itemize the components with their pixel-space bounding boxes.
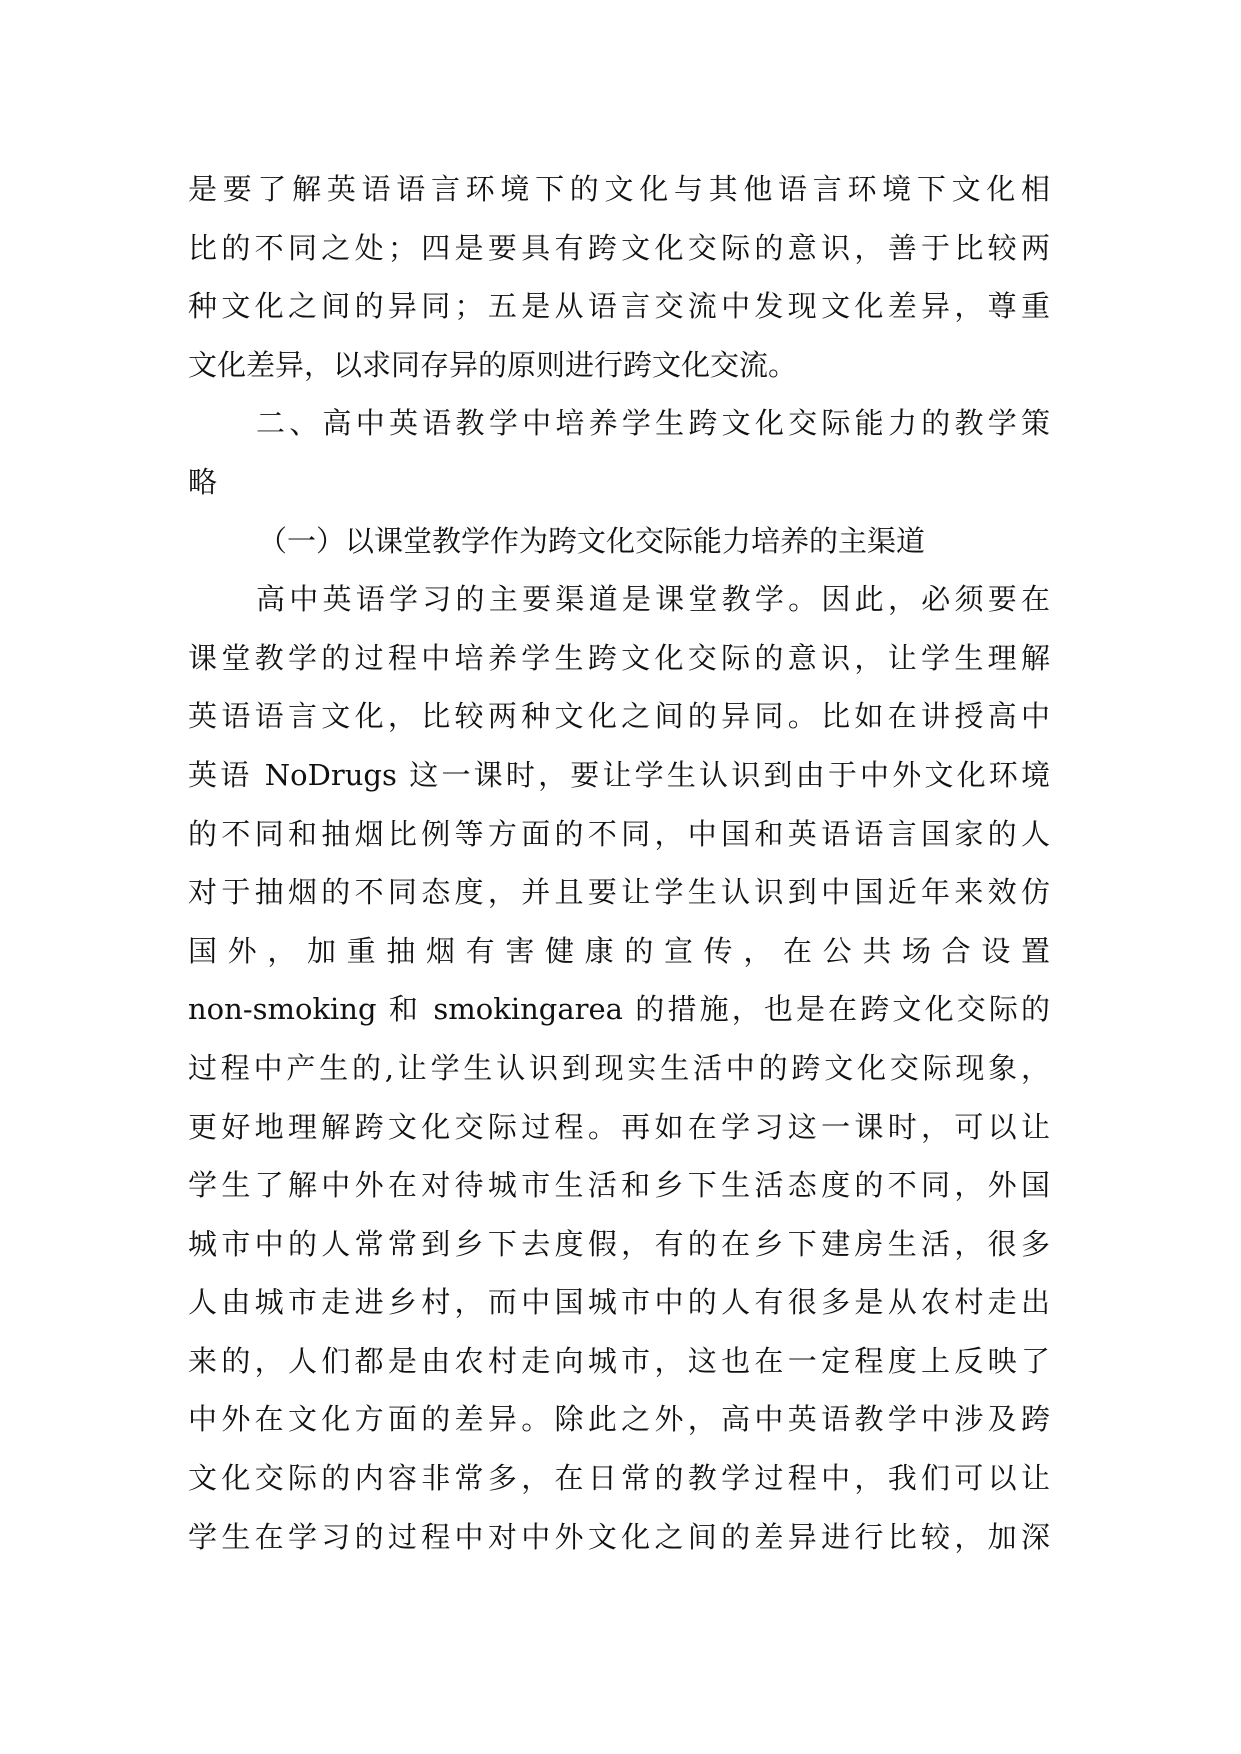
text-line: 高中英语学习的主要渠道是课堂教学。因此，必须要在 [256,582,1050,617]
subsection-heading: （一）以课堂教学作为跨文化交际能力培养的主渠道 [258,523,926,558]
text-line: 比的不同之处；四是要具有跨文化交际的意识，善于比较两 [188,230,1050,265]
text-line: 人由城市走进乡村，而中国城市中的人有很多是从农村走出 [188,1285,1050,1320]
section-heading-line: 略 [188,464,218,499]
text-line: 对于抽烟的不同态度，并且要让学生认识到中国近年来效仿 [188,875,1050,910]
text-line: non-smoking 和 smokingarea 的措施，也是在跨文化交际的 [188,992,1050,1027]
text-line: 的不同和抽烟比例等方面的不同，中国和英语语言国家的人 [188,816,1050,851]
text-line: 学生在学习的过程中对中外文化之间的差异进行比较，加深 [188,1519,1050,1554]
text-line: 文化交际的内容非常多，在日常的教学过程中，我们可以让 [188,1461,1050,1496]
text-line: 文化差异，以求同存异的原则进行跨文化交流。 [188,347,798,382]
text-line: 种文化之间的异同；五是从语言交流中发现文化差异，尊重 [188,289,1050,324]
text-line: 过程中产生的,让学生认识到现实生活中的跨文化交际现象， [188,1050,1050,1085]
body-text [188,160,1050,1566]
text-line: 中外在文化方面的差异。除此之外，高中英语教学中涉及跨 [188,1402,1050,1437]
text-line: 城市中的人常常到乡下去度假，有的在乡下建房生活，很多 [188,1226,1050,1261]
text-line: 英语 NoDrugs 这一课时，要让学生认识到由于中外文化环境 [188,757,1050,792]
text-line: 英语语言文化，比较两种文化之间的异同。比如在讲授高中 [188,699,1050,734]
text-line: 是要了解英语语言环境下的文化与其他语言环境下文化相 [188,172,1050,206]
text-line: 来的，人们都是由农村走向城市，这也在一定程度上反映了 [188,1343,1050,1378]
text-line: 学生了解中外在对待城市生活和乡下生活态度的不同，外国 [188,1168,1050,1203]
section-heading-line: 二、高中英语教学中培养学生跨文化交际能力的教学策 [256,406,1050,441]
text-line: 更好地理解跨文化交际过程。再如在学习这一课时，可以让 [188,1109,1050,1144]
text-line: 课堂教学的过程中培养学生跨文化交际的意识，让学生理解 [188,640,1050,675]
text-line: 国外，加重抽烟有害健康的宣传，在公共场合设置 [188,933,1050,968]
